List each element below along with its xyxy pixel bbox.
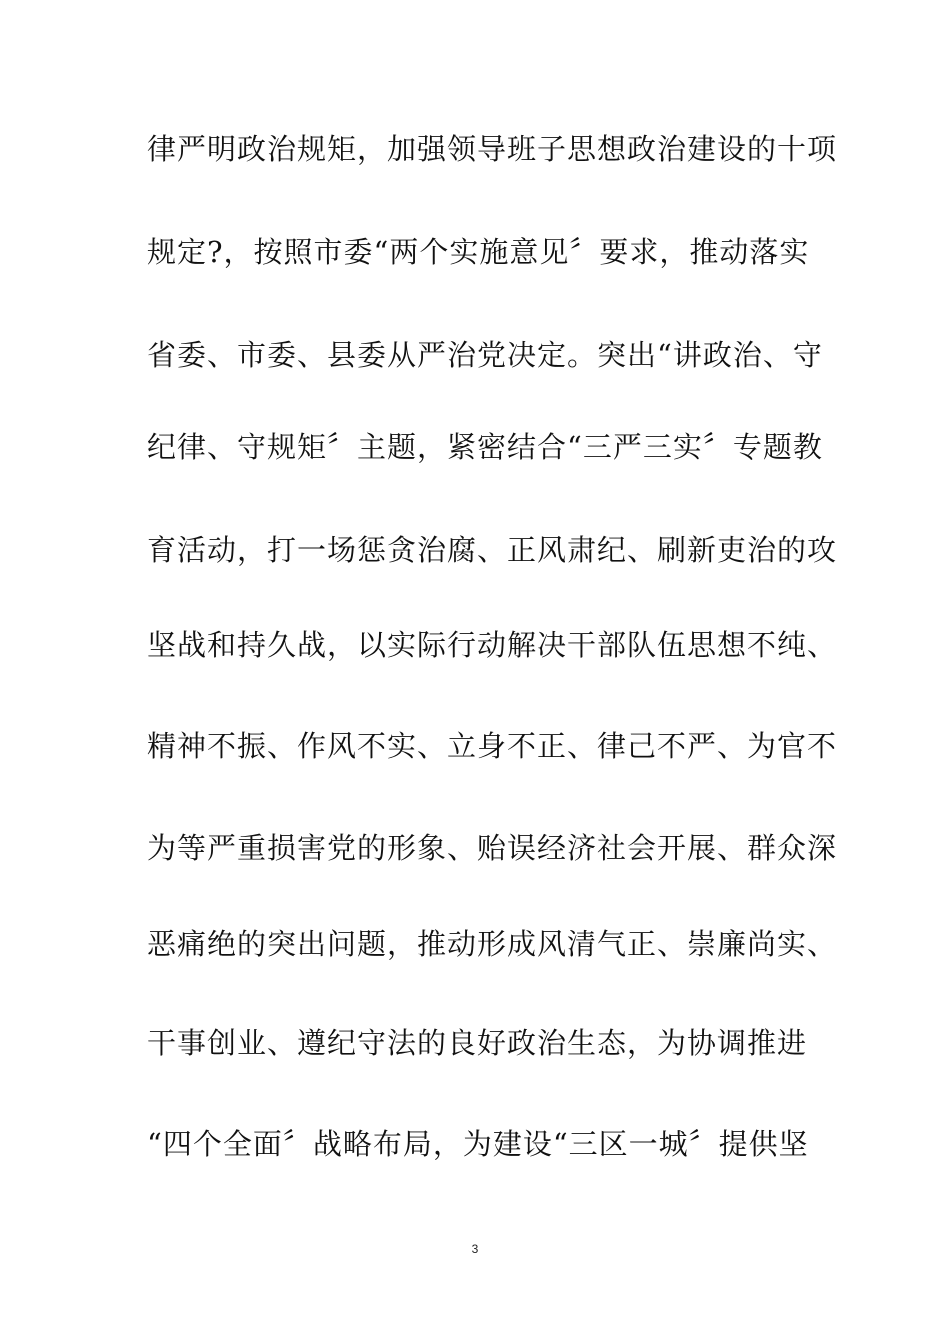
page-number: 3 xyxy=(471,1242,479,1256)
body-text-line: 律严明政治规矩，加强领导班子思想政治建设的十项 xyxy=(147,132,838,166)
body-text-line: 纪律、守规矩〞主题，紧密结合“三严三实〞专题教 xyxy=(147,430,823,464)
body-text-line: 坚战和持久战，以实际行动解决干部队伍思想不纯、 xyxy=(147,628,838,662)
body-text-line: 精神不振、作风不实、立身不正、律己不严、为官不 xyxy=(147,729,838,763)
body-text-line: 干事创业、遵纪守法的良好政治生态，为协调推进 xyxy=(147,1026,808,1060)
body-text-line: 规定?，按照市委“两个实施意见〞要求，推动落实 xyxy=(147,235,810,269)
body-text-line: 省委、市委、县委从严治党决定。突出“讲政治、守 xyxy=(147,338,823,372)
body-text-line: “四个全面〞战略布局，为建设“三区一城〞提供坚 xyxy=(147,1127,809,1161)
body-text-line: 恶痛绝的突出问题，推动形成风清气正、崇廉尚实、 xyxy=(147,927,838,961)
body-text-line: 育活动，打一场惩贪治腐、正风肃纪、刷新吏治的攻 xyxy=(147,533,838,567)
body-text-line: 为等严重损害党的形象、贻误经济社会开展、群众深 xyxy=(147,831,838,865)
